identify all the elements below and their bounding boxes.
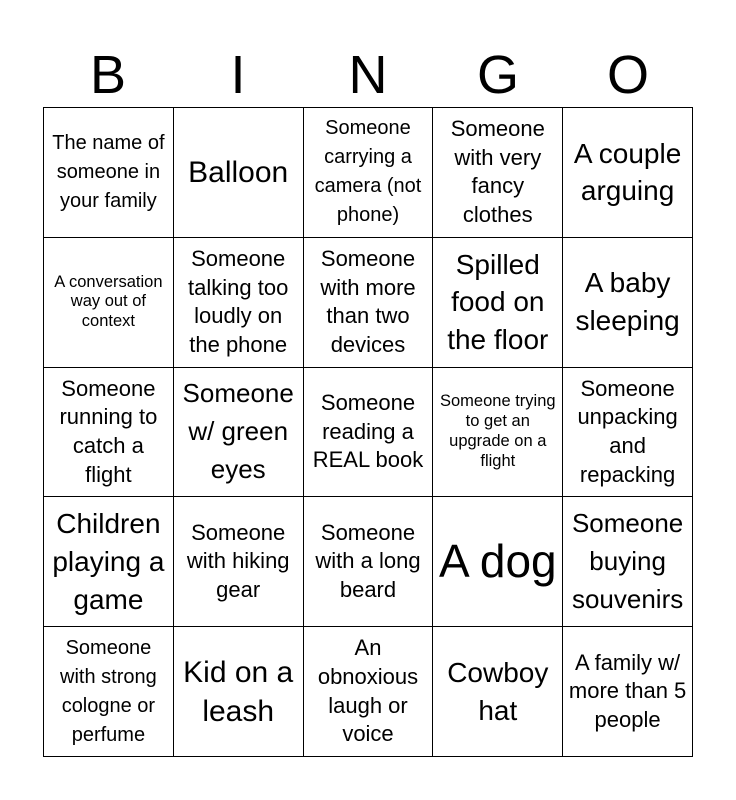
bingo-cell[interactable] [563, 238, 693, 368]
bingo-cell[interactable] [563, 497, 693, 627]
cell-text: An obnoxious laugh or voice [317, 635, 419, 747]
bingo-cell[interactable] [563, 108, 693, 238]
header-letter-g: G [476, 45, 519, 105]
bingo-cell[interactable] [563, 627, 693, 757]
cell-text: Children playing a game [52, 508, 165, 615]
bingo-grid [43, 107, 693, 757]
cell-text: A conversation way out of context [54, 272, 163, 331]
cell-text: Someone with strong cologne or perfume [60, 636, 157, 746]
bingo-cell[interactable] [304, 497, 434, 627]
cell-text: A family w/ more than 5 people [568, 649, 687, 732]
bingo-cell[interactable] [174, 627, 304, 757]
cell-text: Cowboy hat [447, 656, 549, 726]
cell-text: Someone with a long beard [315, 519, 421, 603]
bingo-cell[interactable] [304, 368, 434, 498]
bingo-cell[interactable] [433, 238, 563, 368]
bingo-cell[interactable] [304, 627, 434, 757]
bingo-cell[interactable] [304, 238, 434, 368]
cell-text: A baby sleeping [575, 267, 680, 337]
header-letter-o: O [606, 45, 649, 105]
bingo-cell[interactable] [44, 627, 174, 757]
header-letter-n: N [348, 45, 388, 105]
header-letter-b: B [89, 45, 127, 105]
cell-text: Someone reading a REAL book [312, 390, 424, 473]
bingo-cell[interactable] [433, 368, 563, 498]
cell-text: Someone carrying a camera (not phone) [314, 117, 422, 227]
cell-text: Someone talking too loudly on the phone [188, 246, 289, 357]
header-letter-i: I [230, 45, 246, 105]
cell-text: Someone unpacking and repacking [577, 375, 678, 487]
bingo-cell[interactable] [174, 497, 304, 627]
bingo-cell[interactable] [174, 368, 304, 498]
cell-text: Someone with hiking gear [186, 519, 290, 603]
cell-text: Spilled food on the floor [447, 248, 549, 356]
cell-text: Someone running to catch a flight [59, 375, 158, 487]
cell-text: Someone trying to get an upgrade on a flight [440, 392, 556, 470]
cell-text: A couple arguing [573, 137, 682, 207]
cell-text: Kid on a leash [183, 655, 294, 728]
cell-text: The name of someone in your family [52, 131, 165, 212]
cell-text: Someone w/ green eyes [182, 378, 294, 484]
cell-text: Someone buying souvenirs [571, 508, 684, 614]
bingo-cell[interactable] [433, 108, 563, 238]
bingo-cell[interactable] [44, 238, 174, 368]
cell-text: Someone with very fancy clothes [450, 116, 545, 227]
bingo-cell[interactable] [563, 368, 693, 498]
cell-text: Someone with more than two devices [320, 246, 416, 357]
bingo-cell[interactable] [174, 108, 304, 238]
bingo-cell[interactable] [433, 497, 563, 627]
bingo-cell[interactable] [174, 238, 304, 368]
bingo-cell[interactable] [44, 497, 174, 627]
cell-text: Balloon [188, 155, 289, 189]
cell-text: A dog [438, 534, 557, 587]
bingo-cell[interactable] [44, 368, 174, 498]
bingo-cell[interactable] [433, 627, 563, 757]
bingo-cell[interactable] [44, 108, 174, 238]
bingo-cell[interactable] [304, 108, 434, 238]
bingo-header [43, 44, 693, 106]
